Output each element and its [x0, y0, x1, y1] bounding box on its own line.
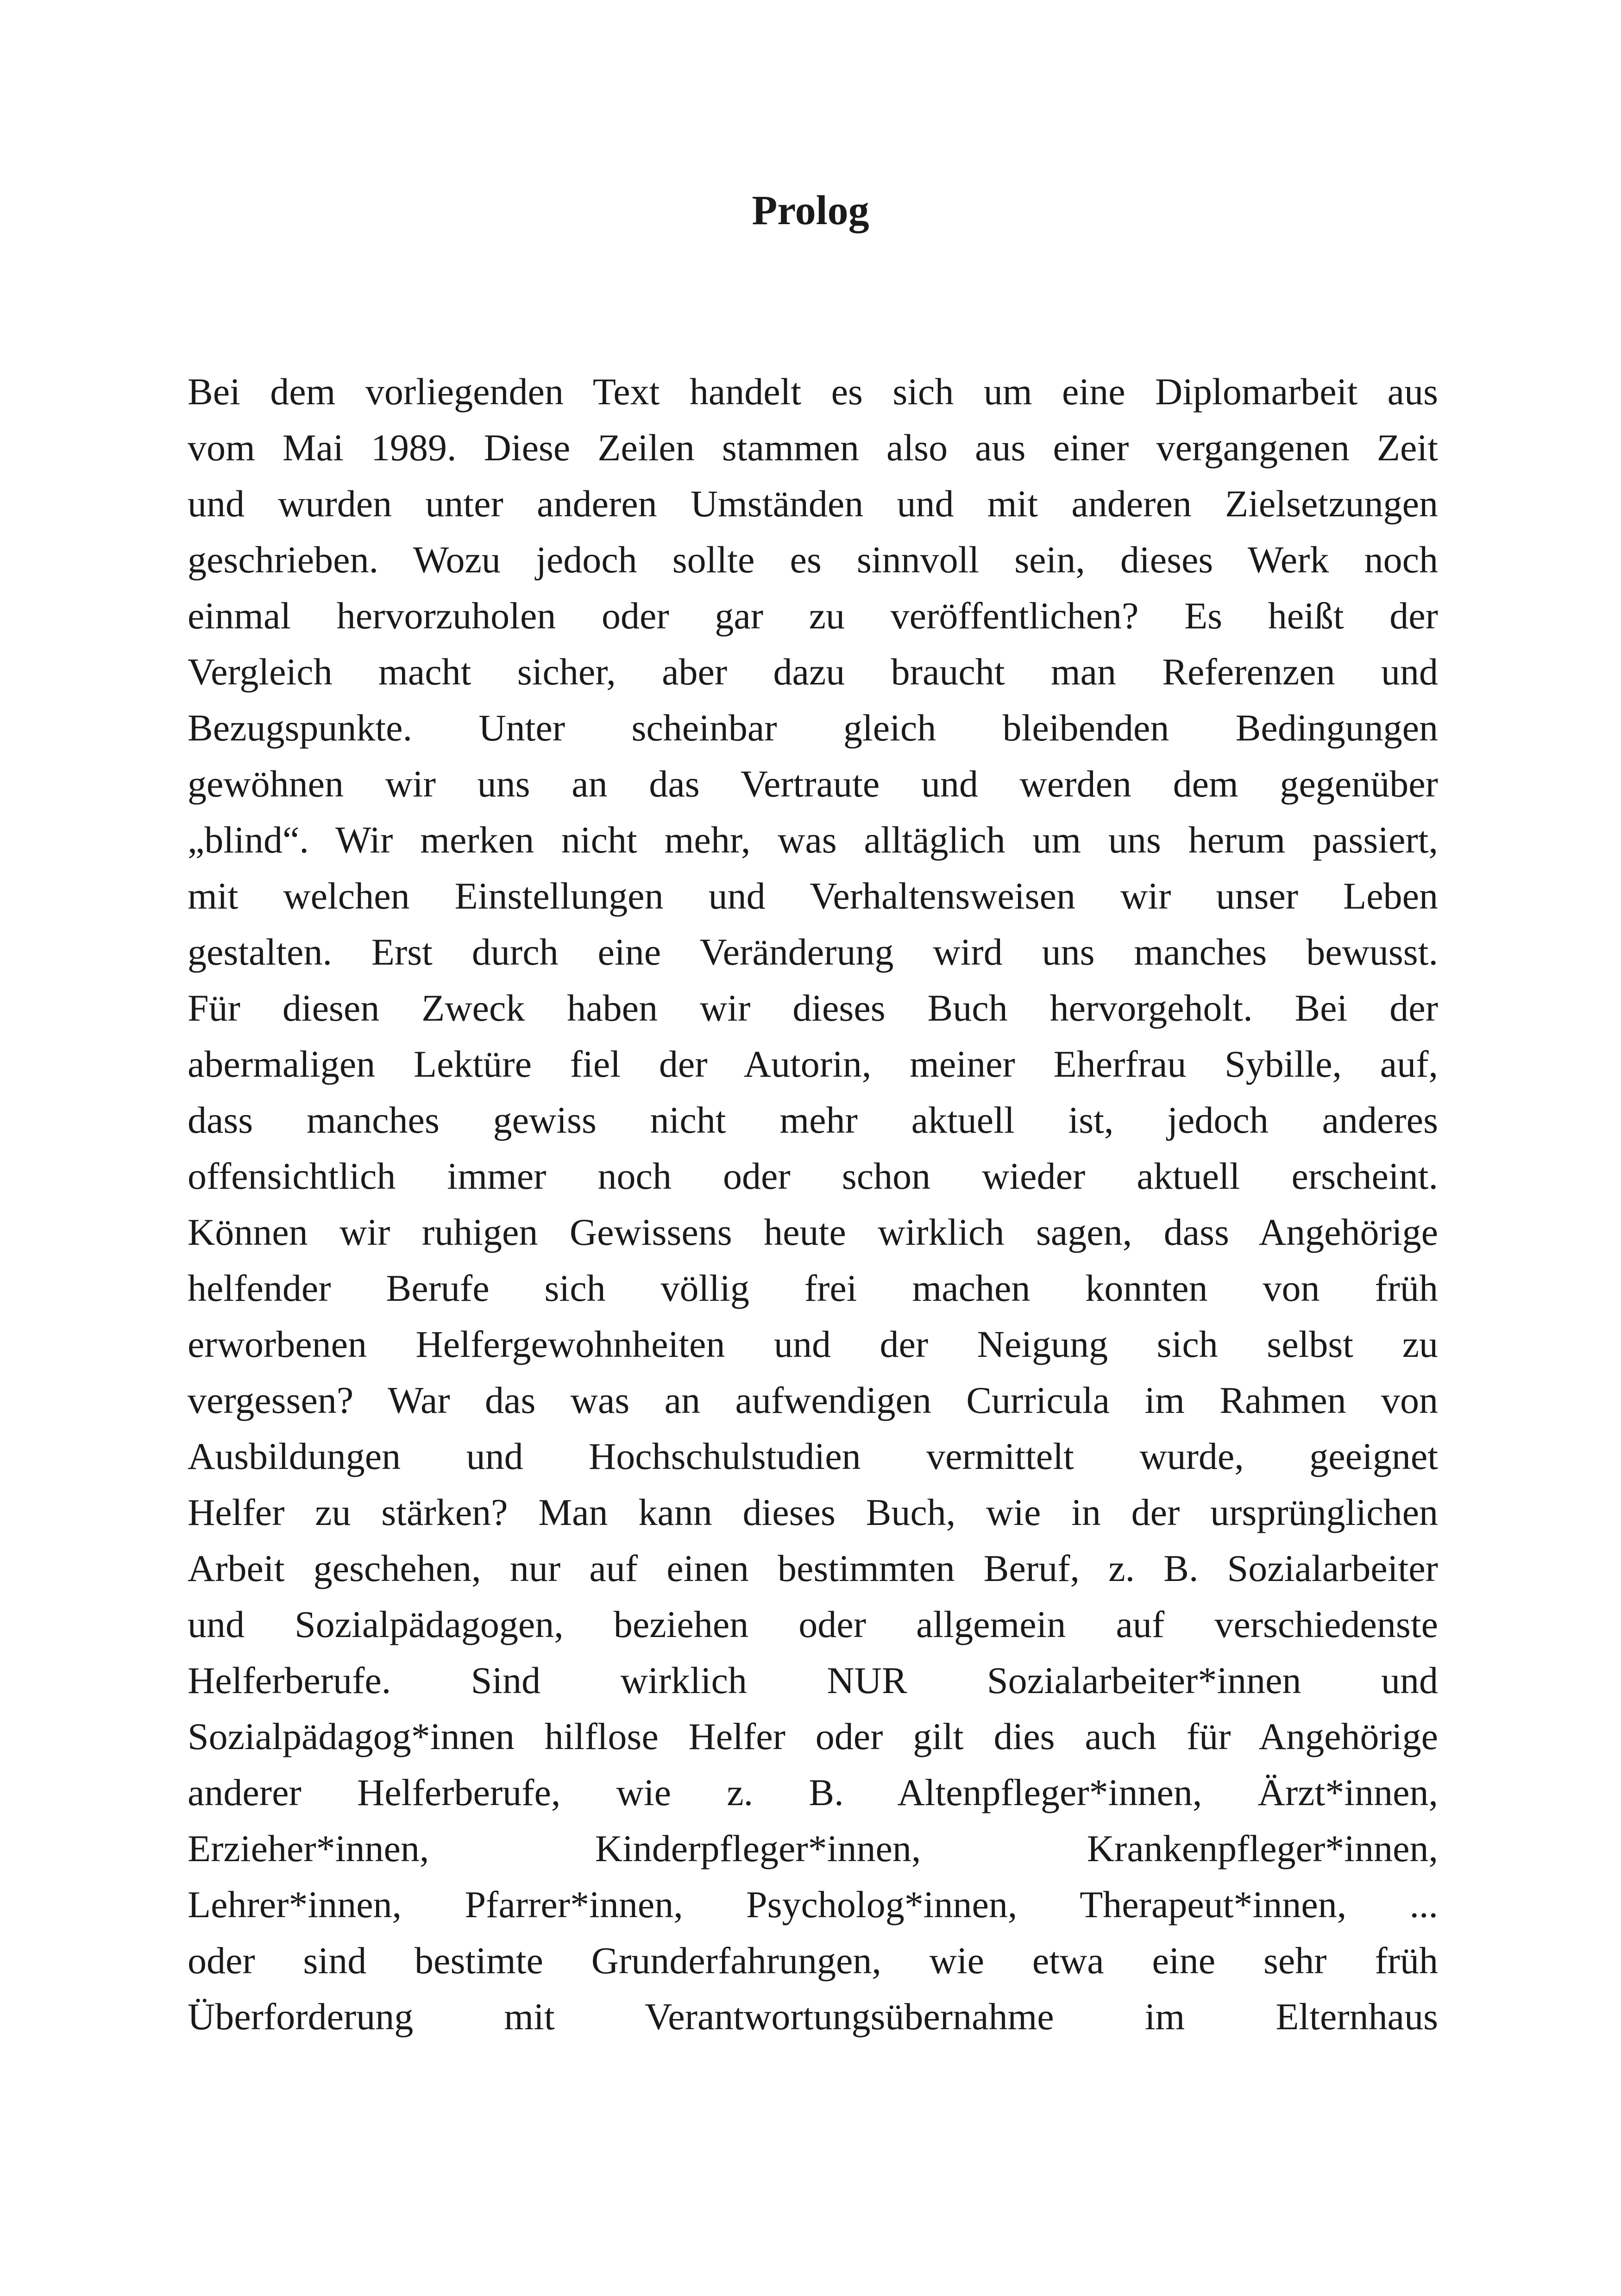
text-line: geschrieben. Wozu jedoch sollte es sinnvoll sein, dieses Werk noch	[188, 539, 1438, 581]
text-line: und Sozialpädagogen, beziehen oder allgemein auf verschiedenste	[188, 1603, 1438, 1645]
body-paragraph	[188, 364, 1438, 2045]
text-line: abermaligen Lektüre fiel der Autorin, meiner Eherfrau Sybille, auf,	[188, 1043, 1438, 1085]
text-line: oder sind bestimte Grunderfahrungen, wie etwa eine sehr früh	[188, 1939, 1438, 1982]
text-line: gewöhnen wir uns an das Vertraute und werden dem gegenüber	[188, 763, 1438, 805]
text-line: „blind“. Wir merken nicht mehr, was alltäglich um uns herum passiert,	[188, 819, 1438, 861]
text-line: Sozialpädagog*innen hilflose Helfer oder gilt dies auch für Angehörige	[188, 1715, 1438, 1757]
text-line: Für diesen Zweck haben wir dieses Buch hervorgeholt. Bei der	[188, 987, 1438, 1029]
text-line: Bezugspunkte. Unter scheinbar gleich bleibenden Bedingungen	[188, 707, 1438, 749]
text-line: Arbeit geschehen, nur auf einen bestimmten Beruf, z. B. Sozialarbeiter	[188, 1547, 1438, 1589]
text-line: einmal hervorzuholen oder gar zu veröffentlichen? Es heißt der	[188, 595, 1438, 637]
text-line: Helfer zu stärken? Man kann dieses Buch, wie in der ursprünglichen	[188, 1491, 1438, 1533]
text-line: Helferberufe. Sind wirklich NUR Sozialarbeiter*innen und	[188, 1659, 1438, 1701]
page-title: Prolog	[752, 188, 869, 233]
text-line: Überforderung mit Verantwortungsübernahme im Elternhaus	[188, 1995, 1438, 2038]
text-line: gestalten. Erst durch eine Veränderung wird uns manches bewusst.	[188, 931, 1438, 973]
text-line: offensichtlich immer noch oder schon wieder aktuell erscheint.	[188, 1155, 1438, 1197]
text-line: helfender Berufe sich völlig frei machen konnten von früh	[188, 1267, 1438, 1309]
text-line: erworbenen Helfergewohnheiten und der Neigung sich selbst zu	[188, 1323, 1438, 1365]
text-line: Ausbildungen und Hochschulstudien vermittelt wurde, geeignet	[188, 1435, 1438, 1477]
text-line: Bei dem vorliegenden Text handelt es sich um eine Diplomarbeit aus	[188, 370, 1438, 413]
text-line: vergessen? War das was an aufwendigen Curricula im Rahmen von	[188, 1379, 1438, 1421]
text-line: anderer Helferberufe, wie z. B. Altenpfleger*innen, Ärzt*innen,	[188, 1771, 1438, 1813]
text-line: vom Mai 1989. Diese Zeilen stammen also aus einer vergangenen Zeit	[188, 427, 1438, 469]
text-line: Erzieher*innen, Kinderpfleger*innen, Krankenpfleger*innen,	[188, 1827, 1438, 1869]
text-line: dass manches gewiss nicht mehr aktuell ist, jedoch anderes	[188, 1099, 1438, 1141]
text-line: Können wir ruhigen Gewissens heute wirklich sagen, dass Angehörige	[188, 1211, 1438, 1253]
text-line: und wurden unter anderen Umständen und mit anderen Zielsetzungen	[188, 483, 1438, 525]
text-line: Vergleich macht sicher, aber dazu braucht man Referenzen und	[188, 651, 1438, 693]
text-line: mit welchen Einstellungen und Verhaltensweisen wir unser Leben	[188, 875, 1438, 917]
text-line: Lehrer*innen, Pfarrer*innen, Psycholog*innen, Therapeut*innen, ...	[188, 1883, 1438, 1926]
